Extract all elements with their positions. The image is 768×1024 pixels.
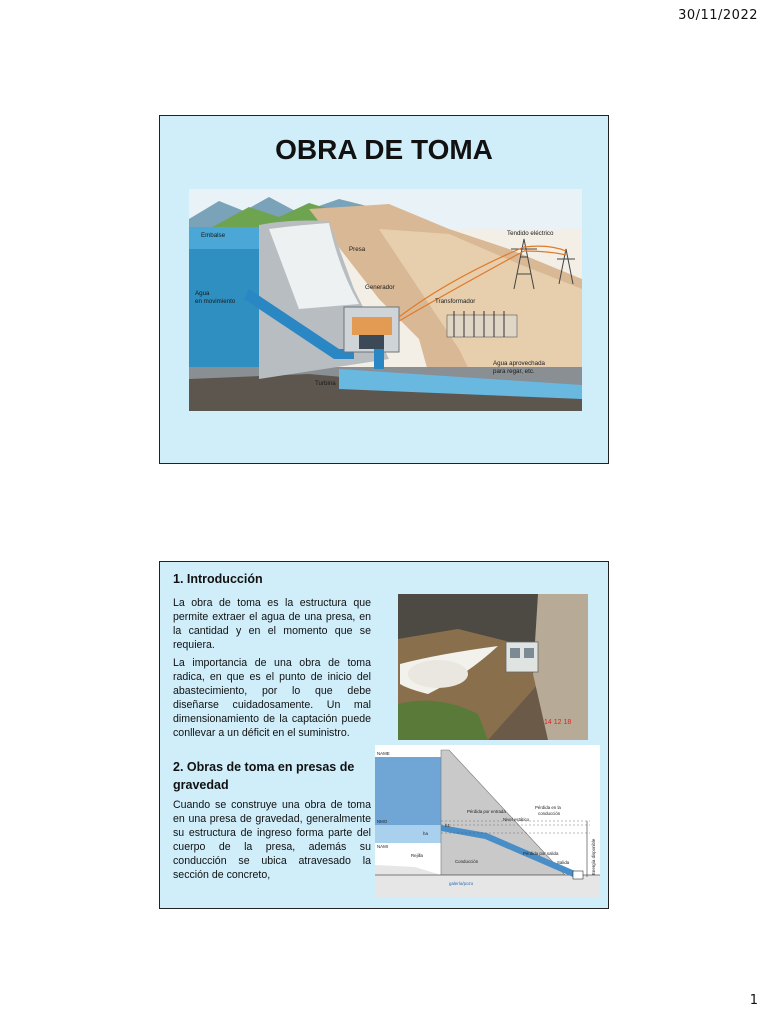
label-nivel-estatico: Nivel estático xyxy=(503,817,530,822)
label-embalse: Embalse xyxy=(201,232,226,239)
label-transformador: Transformador xyxy=(435,298,476,305)
slide-introduccion xyxy=(159,561,609,909)
paragraph-importance: La importancia de una obra de toma radica, en que es el punto de inicio del abastecimiento, por lo que debe diseñarse cuidadosamente. Un mal dimensionamiento de la captación puede conllevar a un déficit en el suministro. xyxy=(173,657,371,739)
heading-presas-gravedad: 2. Obras de toma en presas de gravedad xyxy=(173,760,355,792)
photo-date-stamp: 14 12 18 xyxy=(544,719,572,726)
label-nmo: NMO xyxy=(377,819,388,824)
label-perdida-entrada: Pérdida por entrada xyxy=(467,809,506,814)
heading-introduccion: 1. Introducción xyxy=(173,572,263,586)
label-perdida-conduccion-2: conducción xyxy=(538,811,561,816)
label-salida: Salida xyxy=(557,860,570,865)
slide-title: OBRA DE TOMA xyxy=(275,134,493,165)
label-tendido: Tendido eléctrico xyxy=(507,230,554,237)
label-galeria: galería/pozo xyxy=(449,881,474,886)
label-conduccion: Conducción xyxy=(455,859,479,864)
label-h1: h1 xyxy=(445,823,450,828)
label-name: NAME xyxy=(377,751,390,756)
label-energia: Energía disponible xyxy=(591,838,596,875)
label-agua-2: en movimiento xyxy=(195,298,236,305)
label-aprovechada-1: Agua aprovechada xyxy=(493,360,545,367)
intake-discharge-photo xyxy=(398,594,588,740)
label-nami: NAMI xyxy=(377,844,388,849)
label-aprovechada-2: para regar, etc. xyxy=(493,368,535,375)
slide-obra-de-toma xyxy=(159,115,609,464)
label-perdida-conduccion-1: Pérdida en la xyxy=(535,805,561,810)
gravity-dam-intake-section xyxy=(375,745,600,897)
page-number: 1 xyxy=(749,993,758,1008)
label-presa: Presa xyxy=(349,246,366,253)
paragraph-definition: La obra de toma es la estructura que permite extraer el agua de una presa, en la cantidad y en el momento que se requiera. xyxy=(173,597,371,651)
label-ha: ha xyxy=(423,831,428,836)
label-turbina: Turbina xyxy=(315,380,336,387)
date-stamp: 30/11/2022 xyxy=(678,8,758,23)
hydroelectric-dam-illustration xyxy=(189,189,582,411)
label-rejilla: Rejilla xyxy=(411,853,423,858)
label-agua-1: Agua xyxy=(195,290,210,297)
label-perdida-salida: Pérdida por salida xyxy=(523,851,559,856)
label-generador: Generador xyxy=(365,284,395,291)
paragraph-gravedad: Cuando se construye una obra de toma en una presa de gravedad, generalmente su estructura de ingreso forma parte del cuerpo de la presa, además su conducción se ubica atravesado la sección de concreto, xyxy=(173,799,371,881)
